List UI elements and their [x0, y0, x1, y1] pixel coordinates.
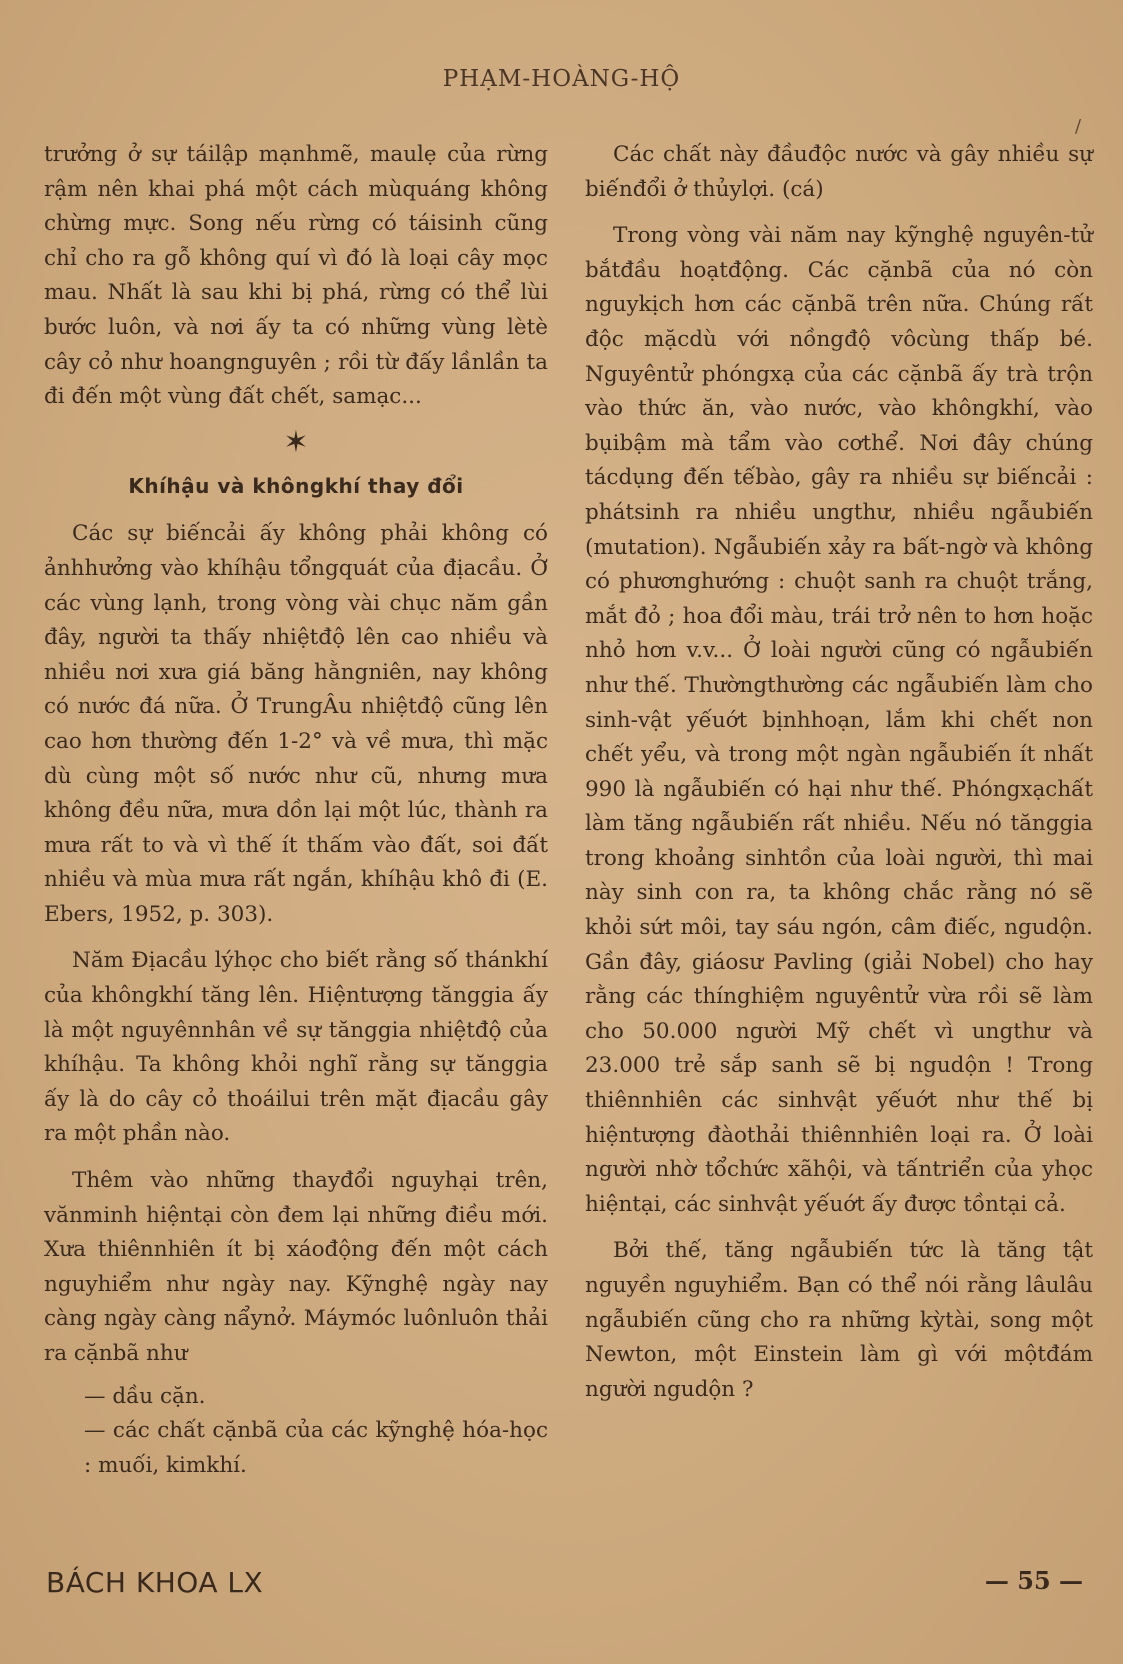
paragraph: Năm Địacầu lýhọc cho biết rằng số thánkhí của khôngkhí tăng lên. Hiệntượng tănggia ấy là một nguyênnhân về sự tănggia nhiệtđộ của khíhậu. Ta không khỏi nghĩ rằng sự tănggia ấy là do cây cỏ thoáilui trên mặt địacầu gây ra một phần nào. — [44, 948, 548, 1147]
paragraph: Thêm vào những thayđổi nguyhại trên, vănminh hiệntại còn đem lại những điều mới. Xưa thiênnhiên ít bị xáođộng đến một cách nguyhiểm như ngày nay. Kỹnghệ ngày nay càng ngày càng nẩynở. Máymóc luônluôn thải ra cặnbã như — [44, 1168, 548, 1366]
publication-name: BÁCH KHOA LX — [46, 1566, 264, 1599]
running-header: PHẠM-HOÀNG-HỘ — [442, 66, 681, 92]
left-column — [44, 138, 548, 1483]
paragraph: trưởng ở sự táilập mạnhmẽ, maulẹ của rừng rậm nên khai phá một cách mùquáng không chừng mực. Song nếu rừng có táisinh cũng chỉ cho ra gỗ không quí vì đó là loại cây mọc mau. Nhất là sau khi bị phá, rừng có thể lùi bước luôn, và nơi ấy ta có những vùng lètè cây cỏ như hoangnguyên ; rồi từ đấy lầnlần ta đi đến một vùng đất chết, samạc... — [44, 142, 548, 410]
section-ornament: ✶ — [283, 424, 309, 460]
paragraph: Bởi thế, tăng ngẫubiến tức là tăng tật nguyền nguyhiểm. Bạn có thể nói rằng lâulâu ngẫubiến cũng cho ra những kỳtài, song một Newton, một Einstein làm gì với mộtđám người ngudộn ? — [585, 1238, 1093, 1402]
list-item: — các chất cặnbã của các kỹnghệ hóa-học : muối, kimkhí. — [84, 1418, 548, 1478]
paragraph: Các sự biếncải ấy không phải không có ảnhhưởng vào khíhậu tổngquát của địacầu. Ở các vùng lạnh, trong vòng vài chục năm gần đây, người ta thấy nhiệtđộ lên cao nhiều và nhiều nơi xưa giá băng hằngniên, nay không có nước đá nữa. Ở TrungÂu nhiệtđộ cũng lên cao hơn thường đến 1-2° và về mưa, thì mặc dù cùng một số nước như cũ, nhưng mưa không đều nữa, mưa dồn lại một lúc, thành ra mưa rất to và vì thế ít thấm vào đất, soi đất nhiều và mùa mưa rất ngắn, khíhậu khô đi (E. Ebers, 1952, p. 303). — [44, 521, 548, 927]
right-column — [585, 138, 1093, 1407]
paragraph: Các chất này đầuđộc nước và gây nhiều sự biếnđổi ở thủylợi. (cá) — [585, 142, 1093, 202]
section-heading: Khíhậu và khôngkhí thay đổi — [128, 473, 464, 498]
list-item: — dầu cặn. — [84, 1383, 206, 1409]
page-number: — 55 — — [984, 1566, 1083, 1595]
margin-mark: / — [1075, 116, 1082, 137]
paragraph: Trong vòng vài năm nay kỹnghệ nguyên-tử bắtđầu hoạtđộng. Các cặnbã của nó còn nguykịch hơn các cặnbã trên nữa. Chúng rất độc mặcdù với nồngđộ vôcùng thấp bé. Nguyêntử phóngxạ của các cặnbã ấy trà trộn vào thức ăn, vào nước, vào khôngkhí, vào bụibậm mà tẩm vào cơthể. Nơi đây chúng tácdụng đến tếbào, gây ra nhiều sự biếncải : phátsinh ra nhiều ungthư, nhiều ngẫubiến (mutation). Ngẫubiến xảy ra bất-ngờ và không có phươnghướng : chuột sanh ra chuột trắng, mắt đỏ ; hoa đổi màu, trái trở nên to hơn hoặc nhỏ hơn v.v... Ở loài người cũng có ngẫubiến như thế. Thườngthường các ngẫubiến làm cho sinh-vật yếuớt bịnhhoạn, lắm khi chết non chết yểu, và trong một ngàn ngẫubiến ít nhất 990 là ngẫubiến có hại như thế. Phóngxạchất làm tăng ngẫubiến rất nhiều. Nếu nó tănggia trong khoảng sinhtồn của loài người, thì mai này sinh con ra, ta không chắc rằng nó sẽ khỏi sứt môi, tay sáu ngón, câm điếc, ngudộn. Gần đây, giáosư Pavling (giải Nobel) cho hay rằng các thínghiệm nguyêntử vừa rồi sẽ làm cho 50.000 người Mỹ chết vì ungthư và 23.000 trẻ sắp sanh sẽ bị ngudộn ! Trong thiênnhiên các sinhvật yếuớt như thế bị hiệntượng đàothải thiênnhiên loại ra. Ở loài người nhờ tổchức xãhội, và tấntriển của yhọc hiệntại, các sinhvật yếuớt ấy được tồntại cả. — [585, 223, 1093, 1217]
